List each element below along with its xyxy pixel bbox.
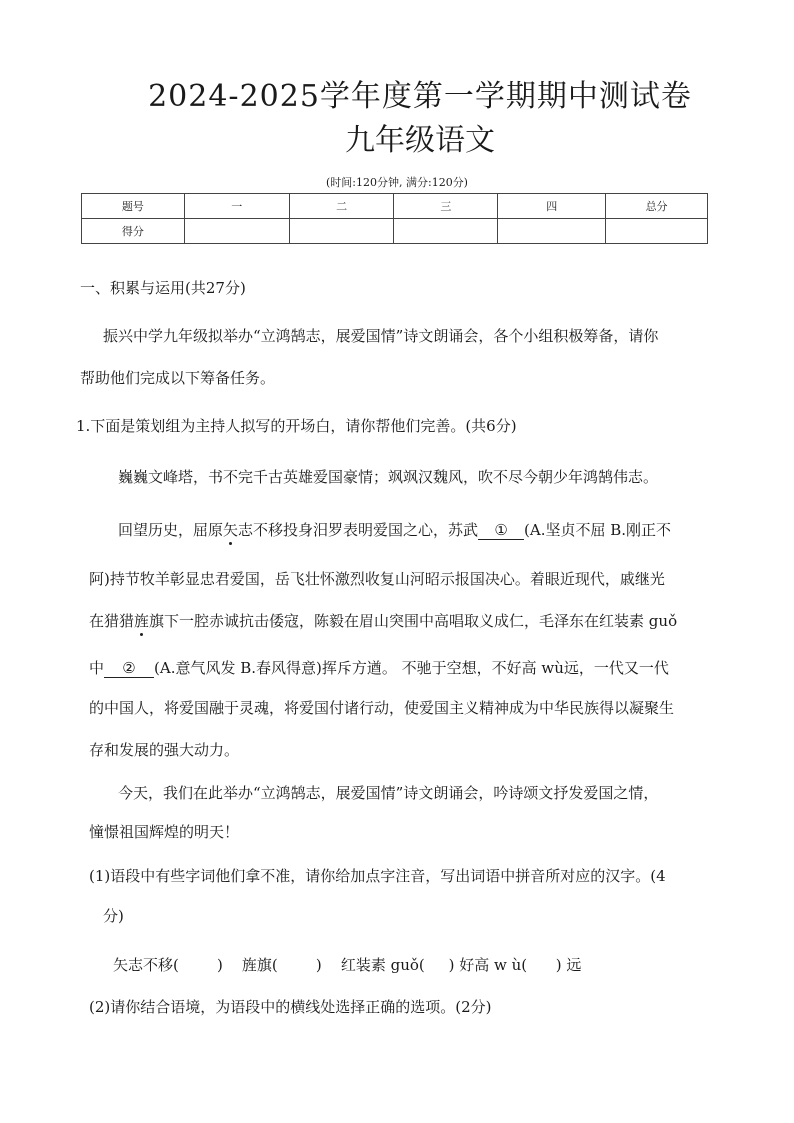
dotted-char: 旌: [134, 612, 150, 630]
passage-line: 巍巍文峰塔，书不完千古英雄爱国豪情；飒飒汉魏风，吹不尽今朝少年鸿鹄伟志。: [118, 468, 659, 486]
table-cell: 得分: [82, 219, 185, 244]
question-stem: 1.下面是策划组为主持人拟写的开场白，请你帮他们完善。(共6分): [76, 417, 517, 435]
passage-line: 今天，我们在此举办“立鸿鹄志，展爱国情”诗文朗诵会，吟诗颂文抒发爱国之情，: [118, 784, 659, 802]
sub-question-1-answers[interactable]: 矢志不移( ) 旌旗( ) 红装素 guǒ( ) 好高 w ù( ) 远: [113, 956, 582, 974]
score-input-cell[interactable]: [498, 219, 606, 244]
exam-subtitle: 九年级语文: [345, 123, 495, 158]
text-run: (A.坚贞不屈 B.刚正不: [524, 521, 672, 539]
section-heading: 一、积累与运用(共27分): [80, 279, 246, 297]
passage-line: 憧憬祖国辉煌的明天！: [89, 823, 240, 841]
score-input-cell[interactable]: [394, 219, 498, 244]
text-run: 中: [89, 659, 105, 677]
score-table-score-row: [82, 219, 708, 244]
intro-line: 振兴中学九年级拟举办“立鸿鹄志，展爱国情”诗文朗诵会，各个小组积极筹备，请你: [103, 327, 659, 345]
score-input-cell[interactable]: [184, 219, 289, 244]
score-input-cell[interactable]: [289, 219, 394, 244]
score-input-cell[interactable]: [606, 219, 708, 244]
score-table-header-row: [82, 194, 708, 219]
table-cell: 二: [289, 194, 394, 219]
dotted-char: 矢: [223, 521, 239, 539]
table-cell: 题号: [82, 194, 185, 219]
answer-blank-1[interactable]: ①: [478, 521, 524, 540]
passage-line: [118, 520, 671, 540]
sub-question-1: (1)语段中有些字词他们拿不准，请你给加点字注音，写出词语中拼音所对应的汉字。(4: [89, 867, 666, 885]
passage-line: 的中国人，将爱国融于灵魂，将爱国付诸行动，使爱国主义精神成为中华民族得以凝聚生: [89, 699, 675, 717]
table-cell: 总分: [606, 194, 708, 219]
passage-line: [89, 611, 677, 631]
table-cell: 三: [394, 194, 498, 219]
passage-line: [89, 658, 669, 678]
time-info: (时间:120分钟, 满分:120分): [326, 176, 468, 189]
score-table: [81, 193, 708, 244]
passage-line: 存和发展的强大动力。: [89, 741, 240, 759]
text-run: 志不移投身汨罗表明爱国之心，苏武: [238, 521, 479, 539]
sub-question-2: (2)请你结合语境，为语段中的横线处选择正确的选项。(2分): [89, 998, 492, 1016]
passage-line: 阿)持节牧羊彰显忠君爱国，岳飞壮怀激烈收复山河昭示报国决心。着眼近现代，戚继光: [89, 570, 665, 588]
text-run: 在猎猎: [89, 612, 135, 630]
text-run: 旗下一腔赤诚抗击倭寇，陈毅在眉山突围中高唱取义成仁，毛泽东在红装素 guǒ: [149, 612, 678, 630]
table-cell: 一: [184, 194, 289, 219]
table-cell: 四: [498, 194, 606, 219]
intro-line: 帮助他们完成以下筹备任务。: [80, 369, 276, 387]
text-run: 回望历史，屈原: [118, 521, 224, 539]
answer-blank-2[interactable]: ②: [104, 659, 154, 678]
sub-question-1-cont: 分): [103, 907, 124, 925]
text-run: (A.意气风发 B.春风得意)挥斥方遒。 不驰于空想，不好高 wù远，一代又一代: [154, 659, 669, 677]
exam-title: 2024-2025学年度第一学期期中测试卷: [148, 79, 692, 114]
